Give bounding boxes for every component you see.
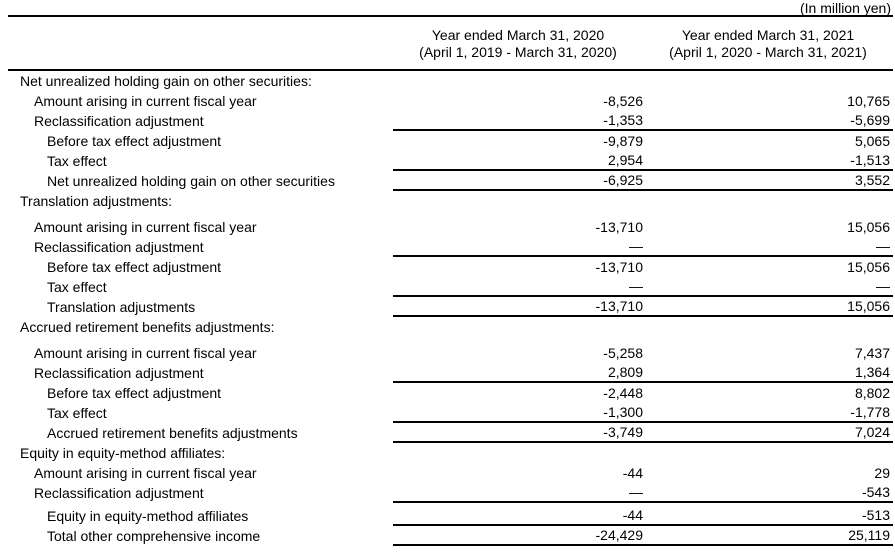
unit-note: (In million yen)	[799, 0, 891, 16]
value-fy2021: 8,802	[854, 385, 890, 401]
value-fy2020: -24,429	[595, 527, 643, 543]
unit-note-row	[8, 0, 893, 17]
value-fy2020: -8,526	[603, 93, 643, 109]
row-label: Before tax effect adjustment	[47, 133, 222, 149]
row-label: Amount arising in current fiscal year	[34, 93, 257, 109]
value-fy2021: 15,056	[847, 259, 890, 275]
table-row	[0, 257, 895, 277]
value-fy2020: -13,710	[595, 219, 643, 235]
row-values	[393, 71, 893, 91]
value-fy2021: —	[876, 278, 890, 294]
row-label: Amount arising in current fiscal year	[34, 465, 257, 481]
row-values	[393, 217, 893, 237]
value-fy2020: -13,710	[595, 298, 643, 314]
section-header-row	[0, 71, 895, 91]
row-label: Tax effect	[47, 279, 107, 295]
row-label: Amount arising in current fiscal year	[34, 345, 257, 361]
row-label: Reclassification adjustment	[34, 113, 204, 129]
value-fy2021: -1,513	[850, 152, 890, 168]
table-row	[0, 111, 895, 131]
value-fy2020: -6,925	[603, 172, 643, 188]
table-row	[0, 91, 895, 111]
row-values	[393, 111, 893, 131]
section-header-row	[0, 443, 895, 463]
value-fy2021: 10,765	[847, 93, 890, 109]
row-values	[393, 91, 893, 111]
section-header-label: Accrued retirement benefits adjustments:	[20, 319, 275, 335]
row-label: Reclassification adjustment	[34, 365, 204, 381]
value-fy2021: 15,056	[847, 298, 890, 314]
row-values	[393, 257, 893, 277]
row-values	[393, 237, 893, 257]
value-fy2020: -9,879	[603, 133, 643, 149]
value-fy2020: -44	[622, 507, 643, 523]
section-header-row	[0, 191, 895, 211]
row-values	[393, 383, 893, 403]
row-label: Net unrealized holding gain on other securities	[47, 173, 335, 189]
header-spacer	[8, 19, 393, 69]
table-row	[0, 343, 895, 363]
row-label: Reclassification adjustment	[34, 485, 204, 501]
section-header-row	[0, 317, 895, 337]
value-fy2020: -13,710	[595, 259, 643, 275]
table-row	[0, 363, 895, 383]
table-row	[0, 526, 895, 546]
column-header-fy2020-line2: (April 1, 2019 - March 31, 2020)	[419, 44, 617, 60]
section-header-label: Translation adjustments:	[20, 193, 172, 209]
value-fy2020: -1,353	[603, 112, 643, 128]
value-fy2021: 5,065	[854, 133, 890, 149]
row-values	[393, 191, 893, 211]
row-values	[393, 343, 893, 363]
table-row	[0, 171, 895, 191]
row-label: Tax effect	[47, 405, 107, 421]
value-fy2020: —	[629, 238, 643, 254]
value-fy2021: 7,437	[854, 345, 890, 361]
value-fy2020: —	[629, 278, 643, 294]
value-fy2020: -44	[622, 465, 643, 481]
row-values	[393, 171, 893, 191]
row-values	[393, 526, 893, 546]
table-row	[0, 423, 895, 443]
column-header-fy2020	[393, 27, 643, 61]
table-row	[0, 277, 895, 297]
section-header-label: Net unrealized holding gain on other securities:	[20, 73, 312, 89]
value-fy2020: 2,809	[607, 364, 643, 380]
value-fy2020: -5,258	[603, 345, 643, 361]
table-row	[0, 483, 895, 503]
value-fy2020: -1,300	[603, 404, 643, 420]
value-fy2020: -2,448	[603, 385, 643, 401]
table-row	[0, 463, 895, 483]
value-fy2021: —	[876, 238, 890, 254]
table-header-row	[8, 19, 893, 71]
row-values	[393, 317, 893, 337]
row-values	[393, 131, 893, 151]
table-row	[0, 217, 895, 237]
row-label: Amount arising in current fiscal year	[34, 219, 257, 235]
row-label: Tax effect	[47, 153, 107, 169]
row-label: Accrued retirement benefits adjustments	[47, 425, 298, 441]
table-row	[0, 131, 895, 151]
value-fy2021: 7,024	[854, 424, 890, 440]
row-values	[393, 443, 893, 463]
value-fy2021: 29	[874, 465, 890, 481]
table-row	[0, 506, 895, 526]
section-header-label: Equity in equity-method affiliates:	[20, 445, 226, 461]
column-header-fy2021-line2: (April 1, 2020 - March 31, 2021)	[669, 44, 867, 60]
row-values	[393, 363, 893, 383]
row-values	[393, 151, 893, 171]
value-fy2021: -513	[861, 507, 890, 523]
table-row	[0, 297, 895, 317]
table-row	[0, 383, 895, 403]
table-row	[0, 151, 895, 171]
row-values	[393, 506, 893, 526]
row-label: Equity in equity-method affiliates	[47, 508, 249, 524]
column-header-fy2021-line1: Year ended March 31, 2021	[681, 27, 855, 43]
value-fy2020: -3,749	[603, 424, 643, 440]
row-values	[393, 423, 893, 443]
row-label: Before tax effect adjustment	[47, 259, 222, 275]
column-header-fy2021	[643, 27, 893, 61]
row-values	[393, 403, 893, 423]
row-label: Translation adjustments	[47, 299, 196, 315]
value-fy2020: 2,954	[607, 152, 643, 168]
value-fy2021: -543	[861, 484, 890, 500]
row-label: Before tax effect adjustment	[47, 385, 222, 401]
row-values	[393, 463, 893, 483]
row-values	[393, 277, 893, 297]
value-fy2021: 1,364	[854, 364, 890, 380]
value-fy2021: 3,552	[854, 172, 890, 188]
value-fy2020: —	[629, 484, 643, 500]
row-values	[393, 483, 893, 503]
value-fy2021: 15,056	[847, 219, 890, 235]
row-values	[393, 297, 893, 317]
value-fy2021: -1,778	[850, 404, 890, 420]
row-label: Total other comprehensive income	[47, 528, 261, 544]
value-fy2021: -5,699	[850, 112, 890, 128]
table-body	[0, 71, 895, 546]
row-label: Reclassification adjustment	[34, 239, 204, 255]
table-row	[0, 403, 895, 423]
value-fy2021: 25,119	[848, 527, 890, 543]
column-header-fy2020-line1: Year ended March 31, 2020	[431, 27, 605, 43]
table-row	[0, 237, 895, 257]
